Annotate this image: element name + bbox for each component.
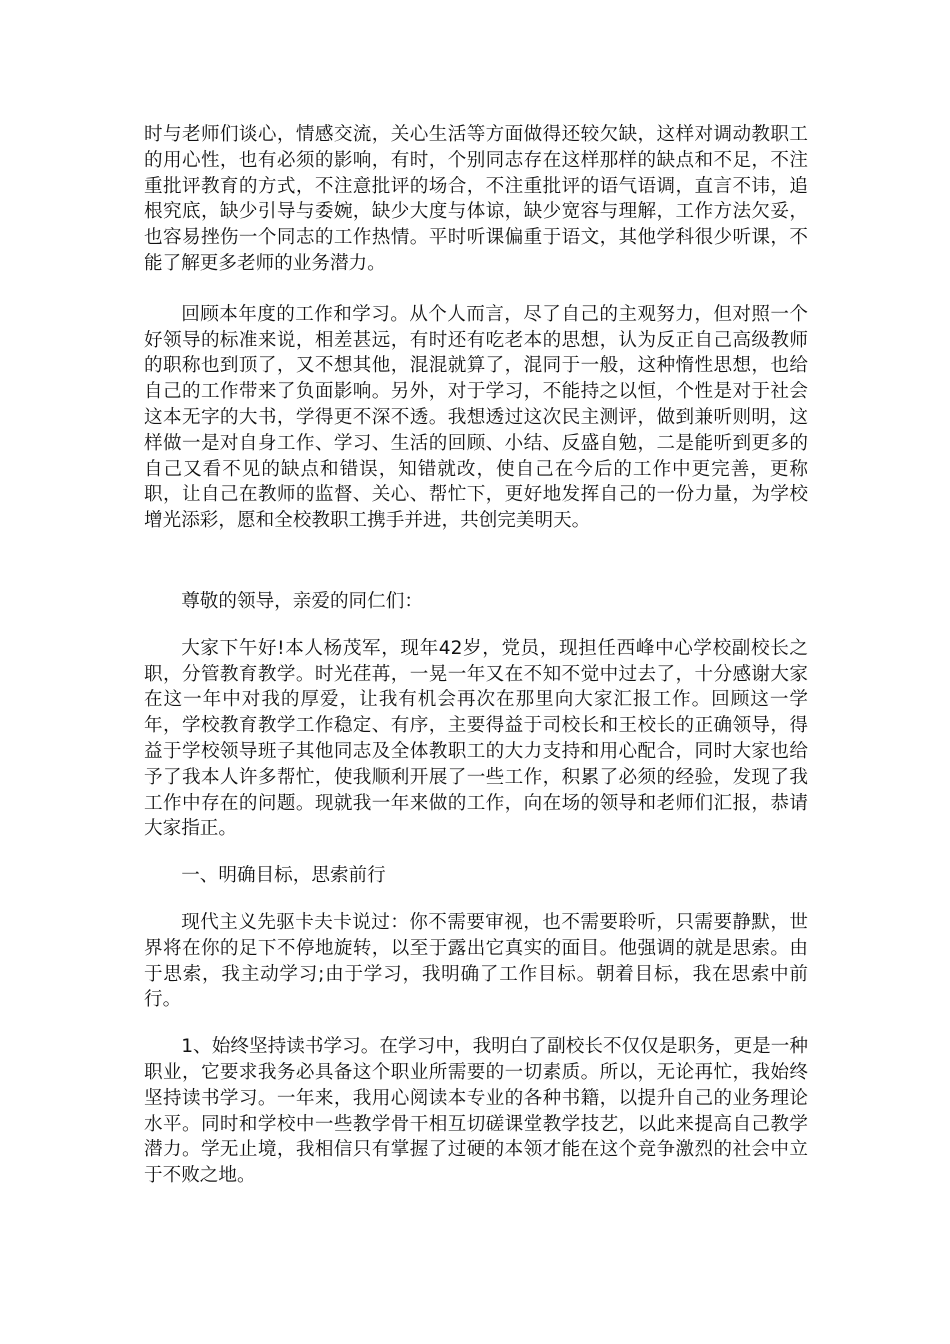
- paragraph-spacer: [144, 842, 808, 863]
- paragraph-spacer: [144, 1013, 808, 1034]
- paragraph-reading: 1、始终坚持读书学习。在学习中，我明白了副校长不仅仅是职务，更是一种职业，它要求我务必具备这个职业所需要的一切素质。所以，无论再忙，我始终坚持读书学习。一年来，我用心阅读本专业的各种书籍，以提升自己的业务理论水平。同时和学校中一些教学骨干相互切磋课堂教学技艺，以此来提高自己教学潜力。学无止境，我相信只有掌握了过硬的本领才能在这个竞争激烈的社会中立于不败之地。: [144, 1036, 808, 1187]
- paragraph-1: 时与老师们谈心，情感交流，关心生活等方面做得还较欠缺，这样对调动教职工的用心性，也有必须的影响，有时，个别同志存在这样那样的缺点和不足，不注重批评教育的方式，不注意批评的场合，不注重批评的语气语调，直言不讳，追根究底，缺少引导与委婉，缺少大度与体谅，缺少宽容与理解，工作方法欠妥，也容易挫伤一个同志的工作热情。平时听课偏重于语文，其他学科很少听课，不能了解更多老师的业务潜力。: [144, 124, 808, 274]
- paragraph-2: 回顾本年度的工作和学习。从个人而言，尽了自己的主观努力，但对照一个好领导的标准来说，相差甚远，有时还有吃老本的思想，认为反正自己高级教师的职称也到顶了，又不想其他，混混就算了，混同于一般，这种惰性思想，也给自己的工作带来了负面影响。另外，对于学习，不能持之以恒，个性是对于社会这本无字的大书，学得更不深不透。我想透过这次民主测评，做到兼听则明，这样做一是对自身工作、学习、生活的回顾、小结、反盛自勉，二是能听到更多的自己又看不见的缺点和错误，知错就改，使自己在今后的工作中更完善，更称职，让自己在教师的监督、关心、帮忙下，更好地发挥自己的一份力量，为学校增光添彩，愿和全校教职工携手并进，共创完美明天。: [144, 303, 808, 532]
- paragraph-spacer: [144, 277, 808, 302]
- salutation: 尊敬的领导，亲爱的同仁们：: [181, 590, 423, 612]
- section-spacer: [144, 534, 808, 589]
- document-page: [144, 122, 808, 1189]
- paragraph-kafka: 现代主义先驱卡夫卡说过：你不需要审视，也不需要聆听，只需要静默，世界将在你的足下不停地旋转，以至于露出它真实的面目。他强调的就是思索。由于思索，我主动学习;由于学习，我明确了工作目标。朝着目标，我在思索中前行。: [144, 911, 808, 1011]
- paragraph-spacer: [144, 889, 808, 910]
- paragraph-spacer: [144, 615, 808, 636]
- section-heading: 一、明确目标，思索前行: [181, 865, 386, 887]
- paragraph-intro: 大家下午好!本人杨茂军，现年42岁，党员，现担任西峰中心学校副校长之职，分管教育教学。时光荏苒，一晃一年又在不知不觉中过去了，十分感谢大家在这一年中对我的厚爱，让我有机会再次在那里向大家汇报工作。回顾这一学年，学校教育教学工作稳定、有序，主要得益于司校长和王校长的正确领导，得益于学校领导班子其他同志及全体教职工的大力支持和用心配合，同时大家也给予了我本人许多帮忙，使我顺利开展了一些工作，积累了必须的经验，发现了我工作中存在的问题。现就我一年来做的工作，向在场的领导和老师们汇报，恭请大家指正。: [144, 637, 808, 840]
